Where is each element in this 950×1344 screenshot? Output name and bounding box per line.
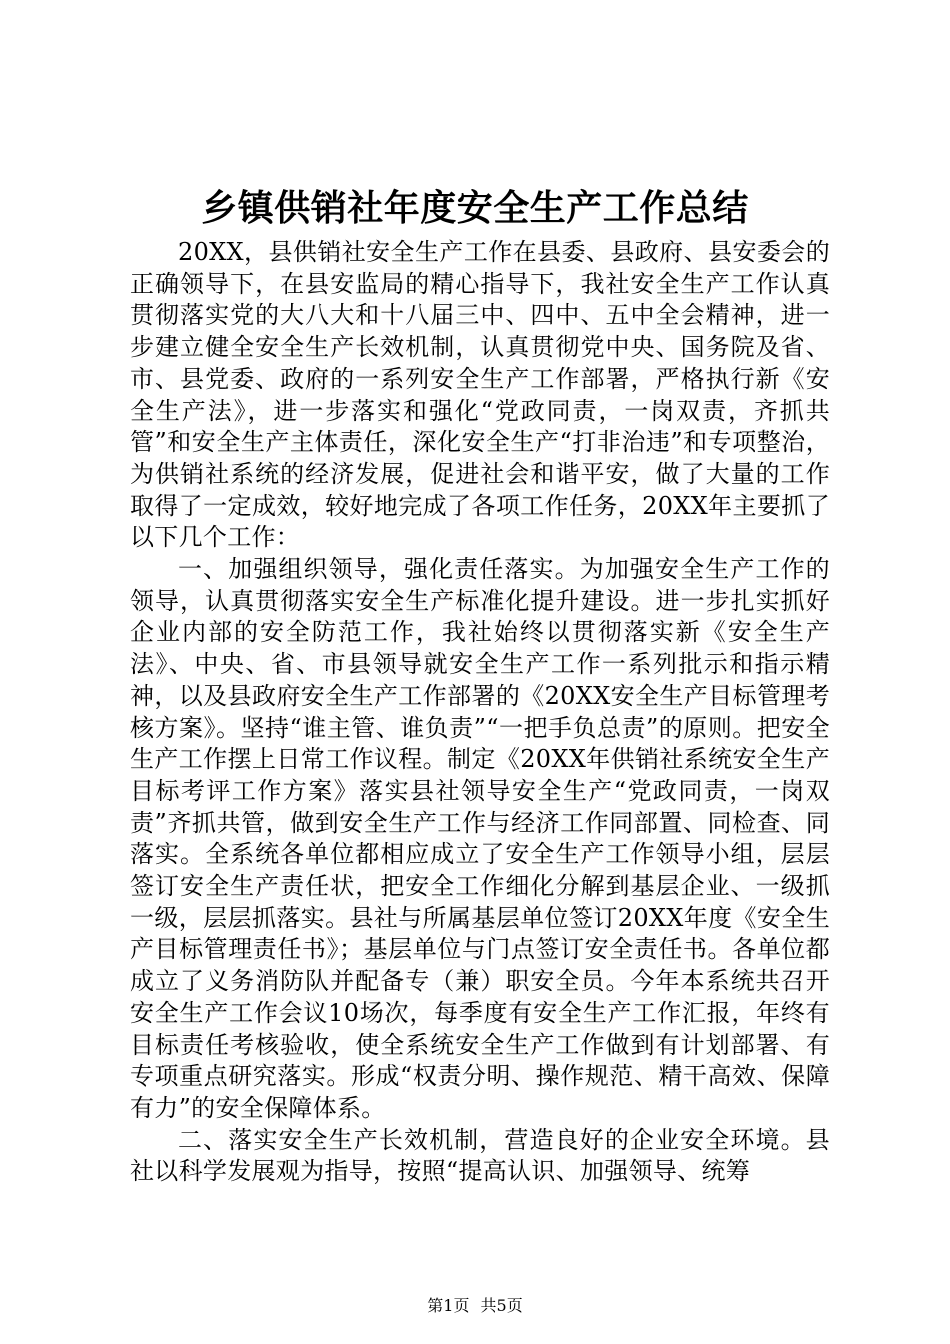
document-title: 乡镇供销社年度安全生产工作总结 [201, 188, 749, 229]
paragraph-intro: 20XX，县供销社安全生产工作在县委、县政府、县安委会的正确领导下，在县安监局的精心指导下，我社安全生产工作认真贯彻落实党的大八大和十八届三中、四中、五中全会精神，进一步建立健全安全生产长效机制，认真贯彻党中央、国务院及省、市、县党委、政府的一系列安全生产工作部署，严格执行新《安全生产法》，进一步落实和强化“党政同责，一岗双责，齐抓共管”和安全生产主体责任，深化安全生产“打非治违”和专项整治，为供销社系统的经济发展，促进社会和谐平安，做了大量的工作取得了一定成效，较好地完成了各项工作任务，20XX年主要抓了以下几个工作： [130, 238, 830, 552]
paragraph-section-2: 二、落实安全生产长效机制，营造良好的企业安全环境。县社以科学发展观为指导，按照“提高认识、加强领导、统筹 [130, 1125, 830, 1186]
document-body [130, 237, 830, 1188]
page-footer [0, 1296, 950, 1316]
page-total: 共5页 [480, 1296, 523, 1315]
page-number: 第1页 [427, 1296, 470, 1315]
paragraph-section-1: 一、加强组织领导，强化责任落实。为加强安全生产工作的领导，认真贯彻落实安全生产标准化提升建设。进一步扎实抓好企业内部的安全防范工作，我社始终以贯彻落实新《安全生产法》、中央、省、市县领导就安全生产工作一系列批示和指示精神，以及县政府安全生产工作部署的《20XX安全生产目标管理考核方案》。坚持“谁主管、谁负责”“一把手负总责”的原则。把安全生产工作摆上日常工作议程。制定《20XX年供销社系统安全生产目标考评工作方案》落实县社领导安全生产“党政同责，一岗双责”齐抓共管，做到安全生产工作与经济工作同部置、同检查、同落实。全系统各单位都相应成立了安全生产工作领导小组，层层签订安全生产责任状，把安全工作细化分解到基层企业、一级抓一级，层层抓落实。县社与所属基层单位签订20XX年度《安全生产目标管理责任书》；基层单位与门点签订安全责任书。各单位都成立了义务消防队并配备专（兼）职安全员。今年本系统共召开安全生产工作会议10场次，每季度有安全生产工作汇报，年终有目标责任考核验收，使全系统安全生产工作做到有计划部署、有专项重点研究落实。形成“权责分明、操作规范、精干高效、保障有力”的安全保障体系。 [130, 555, 830, 1122]
